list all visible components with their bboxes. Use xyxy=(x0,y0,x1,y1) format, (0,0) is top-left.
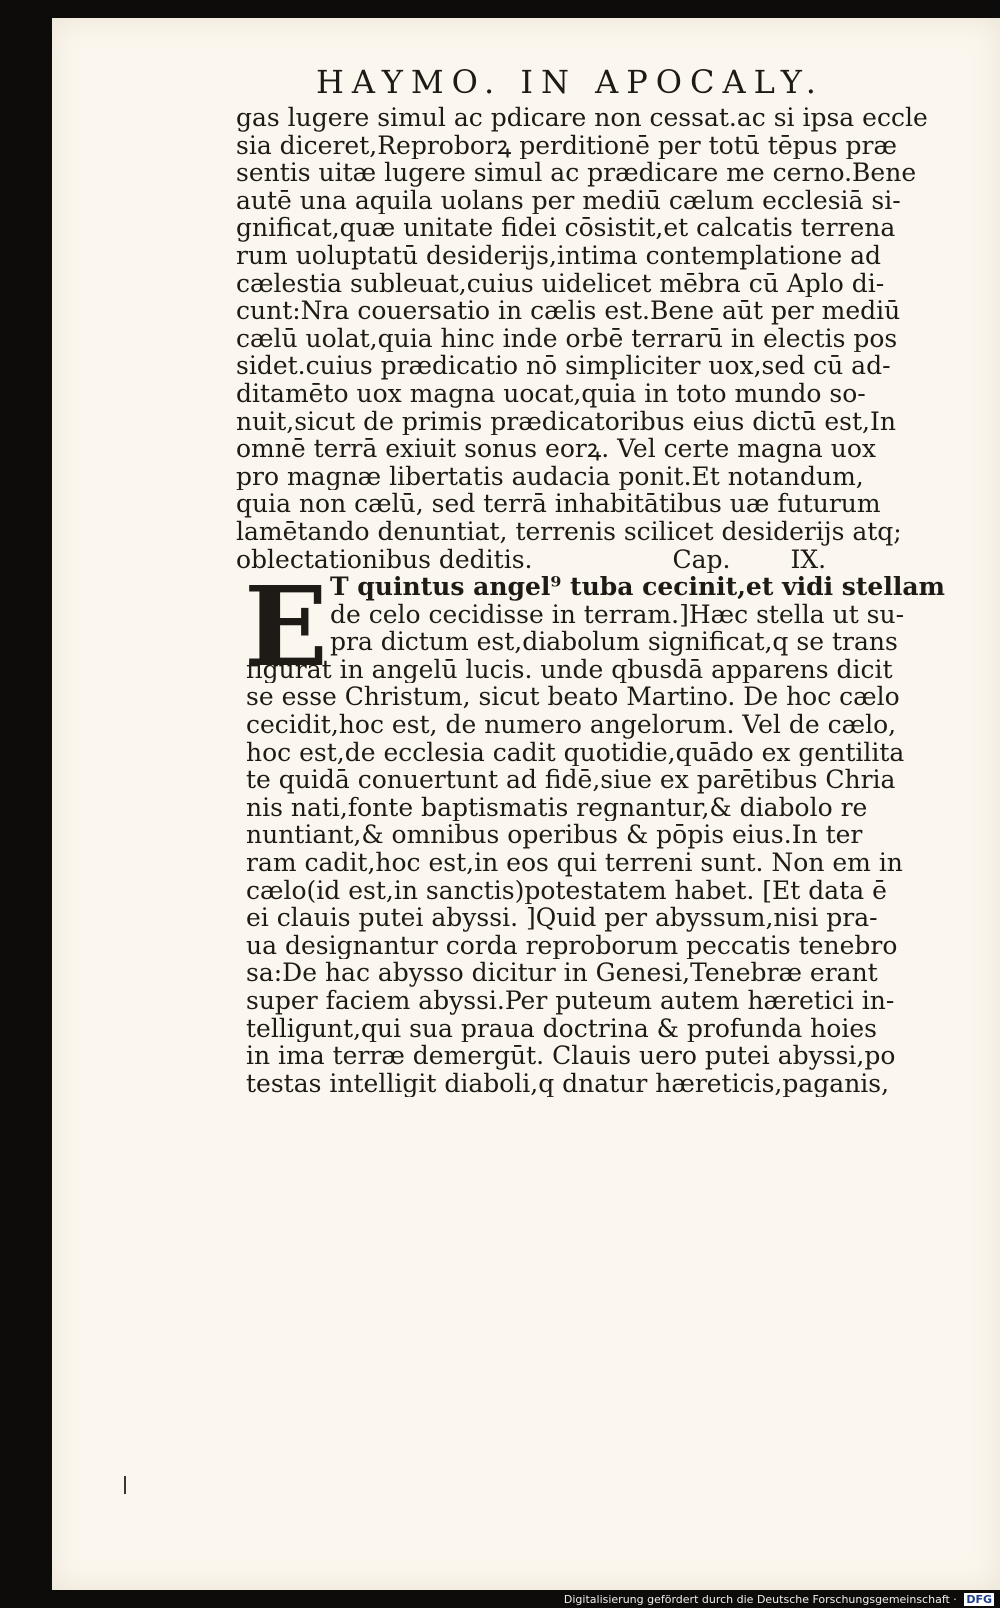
text-line: sia diceret,Reproborꝝ perditionē per totū tēpus præ xyxy=(236,131,897,160)
chapter-number: IX. xyxy=(790,545,827,574)
chapter-heading-line xyxy=(236,546,962,574)
text-line: cælo(id est,in sanctis)potestatem habet. [Et data ē xyxy=(246,876,887,905)
text-line: autē una aquila uolans per mediū cælum ecclesiā si- xyxy=(236,186,901,215)
text-line: sentis uitæ lugere simul ac prædicare me cerno.Bene xyxy=(236,159,917,187)
text-line: cælestia subleuat,cuius uidelicet mēbra cū Aplo di- xyxy=(236,269,885,298)
text-line: telligunt,qui sua praua doctrina & profunda hoies xyxy=(246,1014,877,1043)
text-line: in ima terræ demergūt. Clauis uero putei abyssi,po xyxy=(246,1042,896,1070)
footer-text: Digitalisierung gefördert durch die Deutsche Forschungsgemeinschaft · xyxy=(563,1593,957,1606)
text-line: ditamēto uox magna uocat,quia in toto mundo so- xyxy=(236,379,866,408)
text-line: testas intelligit diaboli,q dnatur hæreticis,paganis, xyxy=(246,1069,890,1098)
text-line: ram cadit,hoc est,in eos qui terreni sunt. Non em in xyxy=(246,849,903,877)
text-line: gnificat,quæ unitate fidei cōsistit,et calcatis terrena xyxy=(236,214,896,242)
text-line: cælū uolat,quia hinc inde orbē terrarū in electis pos xyxy=(236,324,898,353)
text-line: gas lugere simul ac pdicare non cessat.ac si ipsa eccle xyxy=(236,104,928,132)
text-line: te quidā conuertunt ad fidē,siue ex parētibus Chria xyxy=(246,766,896,794)
text-line: hoc est,de ecclesia cadit quotidie,quādo ex gentilita xyxy=(246,738,905,767)
text-line: nuit,sicut de primis prædicatoribus eius dictū est,In xyxy=(236,407,896,436)
digitization-footer xyxy=(564,1593,994,1606)
text-line: ua designantur corda reproborum peccatis tenebro xyxy=(246,931,898,960)
decorated-initial: E xyxy=(244,562,328,692)
text-line: rum uoluptatū desiderijs,intima contemplatione ad xyxy=(236,241,882,270)
text-line: nuntiant,& omnibus operibus & pōpis eius.In ter xyxy=(246,821,863,850)
text-line: cunt:Nra couersatio in cælis est.Bene aūt per mediū xyxy=(236,297,901,325)
text-line: quia non cælū, sed terrā inhabitātibus uæ futurum xyxy=(236,490,881,518)
text-line: oblectationibus deditis. xyxy=(236,545,533,574)
text-line: nis nati,fonte baptismatis regnantur,& diabolo re xyxy=(246,793,868,822)
running-head: HAYMO. IN APOCALY. xyxy=(316,63,824,101)
text-line: super faciem abyssi.Per puteum autem hæretici in- xyxy=(246,987,895,1015)
dfg-logo: DFG xyxy=(966,1593,992,1606)
page-edge-mark xyxy=(124,1476,126,1494)
text-line: pro magnæ libertatis audacia ponit.Et notandum, xyxy=(236,462,864,491)
text-line: se esse Christum, sicut beato Martino. De hoc cælo xyxy=(246,683,900,712)
text-block-before xyxy=(236,104,962,573)
text-column xyxy=(236,60,962,1097)
text-line: lamētando denuntiat, terrenis scilicet desiderijs atq; xyxy=(236,517,902,546)
text-line: de celo cecidisse in terram.]Hæc stella ut su- xyxy=(330,600,905,629)
text-block-after xyxy=(236,656,962,1098)
text-line: pra dictum est,diabolum significat,q se trans xyxy=(330,628,898,656)
text-line: sa:De hac abysso dicitur in Genesi,Tenebræ erant xyxy=(246,959,878,987)
text-line: omnē terrā exiuit sonus eorꝝ. Vel certe magna uox xyxy=(236,435,877,463)
chapter-label: Cap. xyxy=(672,545,731,574)
text-line: ei clauis putei abyssi. ]Quid per abyssum,nisi pra- xyxy=(246,904,878,932)
text-line-blackletter: T quintus angel⁹ tuba cecinit,et vidi stellam xyxy=(330,573,945,601)
text-line: sidet.cuius prædicatio nō simpliciter uox,sed cū ad- xyxy=(236,352,891,380)
text-line: cecidit,hoc est, de numero angelorum. Vel de cælo, xyxy=(246,711,897,739)
text-line: figurat in angelū lucis. unde qbusdā apparens dicit xyxy=(246,655,893,684)
